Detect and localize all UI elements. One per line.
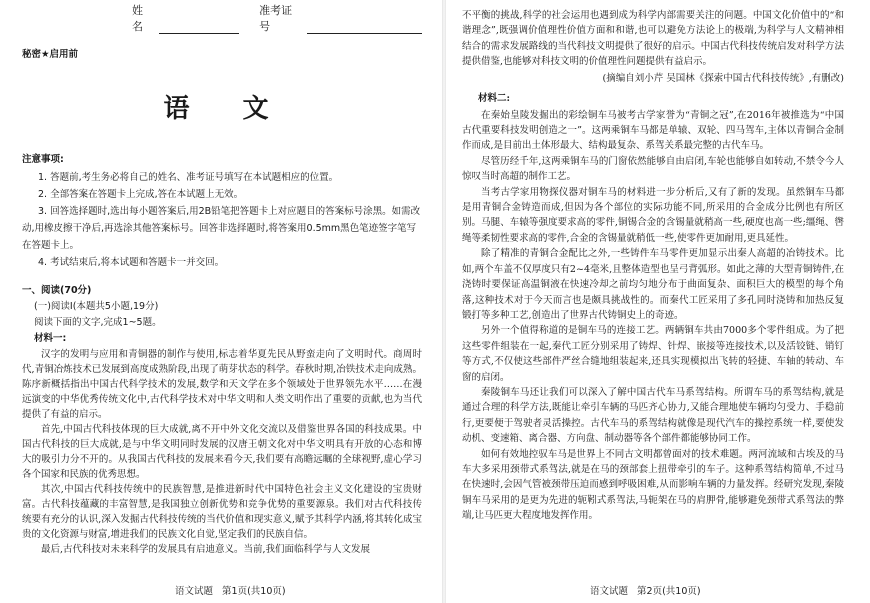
exam-id-blank [307, 21, 422, 34]
paragraph: 秦陵铜车马还让我们可以深入了解中国古代车马系驾结构。所谓车马的系驾结构,就是通过合理的科学方法,既能让牵引车辆的马匹齐心协力,又能合理地使车辆均匀受力、手稳前行,更要便于驾驶者灵活操控。古代车马的系驾结构就像是现代汽车的操控系统一样,要使发动机、变速箱、离合器、方向盘、制动器等各个部件都能够协同工作。 [462, 386, 844, 445]
notice-item: 1. 答题前,考生务必将自己的姓名、准考证号填写在本试题相应的位置。 [38, 172, 339, 183]
citation: (摘编自刘小芹 吴国林《探索中国古代科技传统》,有删改) [602, 72, 844, 84]
page-footer-right: 语文试题 第2页(共10页) [590, 586, 701, 597]
paragraph: 另外一个值得称道的是铜车马的连接工艺。两辆铜车共由7000多个零件组成。为了把这些零件组装在一起,秦代工匠分别采用了铸焊、针焊、嵌接等连接技术,以及活铰链、销钉等方式,不仅使这些部件严丝合缝地组装起来,还具实现模拟出飞转的轻捷、车轴的转动、车窗的启闭。 [462, 325, 844, 383]
secret-label: 秘密★启用前 [22, 49, 79, 60]
page-fold [442, 0, 446, 603]
paragraph: 当考古学家用物探仪器对铜车马的材料进一步分析后,又有了新的发现。虽然铜车马都是用青铜合金铸造而成,但因为各个部位的实际功能不同,所采用的合金成分比例也有所区别。马腿、车辕等强度要求高的零件,铜锡合金的含锡量就稍高一些,硬度也高一些;缰绳、辔绳等柔韧性要求高的零件,合金的含锡量就稍低一些,使零件更加耐用,更具延性。 [462, 186, 844, 244]
material1-body [22, 347, 422, 557]
page-title: 语 文 [163, 94, 291, 124]
name-label: 姓名 [132, 4, 143, 33]
material2-label: 材料二: [478, 92, 511, 104]
paragraph: 汉字的发明与应用和青铜器的制作与使用,标志着华夏先民从野蛮走向了文明时代。商周时代,青铜冶炼技术已发展到高度成熟阶段,出现了萌芽状态的科学。春秋时期,冶铁技术走向成熟。陈序新概括指出中国古代科学技术的发展,数学和天文学在多个领域处于世界领先水平……在漫远演变的中华优秀传统文化中,古代科学技术对中华文明和人类文明作出了重要的贡献,也为当代提供了有益的启示。 [22, 349, 422, 420]
paragraph: 不平衡的挑战,科学的社会运用也遇到成为科学内部需要关注的问题。中国文化价值中的“和谐理念”,既强调价值理性价值方面和和谐,也可以避免方法论上的极端,为科学与人文精神相结合的需求发展路线的当代科技文明提供了很好的启示。中国古代科技传统启发对科学方法提供借鉴,也能够对科技文明的价值理性问题提供有益启示。 [462, 10, 844, 68]
exam-id-label: 准考证号 [259, 4, 293, 33]
paragraph: 尽管历经千年,这两乘铜车马的门窗依然能够自由启闭,车轮也能够自如转动,不禁令今人惊叹当时高超的制作工艺。 [462, 155, 844, 183]
notice-section [22, 151, 422, 271]
paragraph: 其次,中国古代科技传统中的民族智慧,是推进新时代中国特色社会主义文化建设的宝贵财富。古代科技蕴藏的丰富智慧,是我国独立创新优势和竞争优势的重要源泉。我们对古代科技传统要有充分的认识,深入发掘古代科技传统的当代价值和现实意义,赋予其科学内涵,将其转化成宝贵的文化资源与财富,增进我们的民族文化自觉,坚定我们的民族自信。 [22, 484, 422, 540]
candidate-fields [132, 4, 422, 34]
material2-body [462, 108, 844, 524]
page-footer-left: 语文试题 第1页(共10页) [175, 586, 286, 597]
page-right [450, 0, 870, 603]
notice-item: 3. 回答选择题时,选出每小题答案后,用2B铅笔把答题卡上对应题目的答案标号涂黑。如需改动,用橡皮擦干净后,再选涂其他答案标号。回答非选择题时,将答案用0.5mm黑色笔迹签字笔写在答题卡上。 [22, 206, 421, 251]
material1-label: 材料一: [34, 333, 67, 344]
paragraph: 最后,古代科技对未来科学的发展具有启迪意义。当前,我们面临科学与人文发展 [41, 544, 371, 555]
notice-item: 2. 全部答案在答题卡上完成,答在本试题上无效。 [38, 189, 244, 200]
instruction: 阅读下面的文字,完成1~5题。 [34, 317, 162, 328]
notice-heading: 注意事项: [22, 154, 64, 165]
material1-continued [462, 8, 844, 70]
paragraph: 除了精准的青铜合金配比之外,一些铸件车马零件更加显示出秦人高超的冶铸技术。比如,两个车盖不仅厚度只有2~4毫米,且整体造型也呈弓背弧形。如此之薄的大型青铜铸件,在浇铸时要保证高温铜液在快速冷却之前均匀地分布于曲面复杂、面积巨大的模型的每个角落,这种技术对于今天而言也是颇具挑战性的。而秦代工匠采用了多孔同时浇铸和加热反复锻打等多种工艺,创造出了世界古代铸铜史上的奇迹。 [462, 248, 844, 321]
name-blank [159, 21, 239, 34]
paragraph: 在秦始皇陵发掘出的彩绘铜车马被考古学家誉为“青铜之冠”,在2016年被推选为“中国古代重要科技发明创造之一”。这两乘铜车马都是单辕、双轮、四马驾车,主体以青铜合金制作而成,是目前出土体形最大、结构最复杂、系驾关系最完整的古代车马。 [462, 109, 844, 152]
notice-item: 4. 考试结束后,将本试题和答题卡一并交回。 [38, 257, 225, 268]
section-title: 一、阅读(70分) [22, 285, 92, 296]
paragraph: 如何有效地控驭车马是世界上不同古文明都曾面对的技术难题。两河流域和古埃及的马车大多采用颈带式系驾法,就是在马的颈部套上扭带牵引的车子。这种系驾结构简单,不过马在快速时,会因气管被颈带压迫而感到呼吸困难,从而影响车辆的力量发挥。经研究发现,秦陵铜车马采用的是更为先进的轭靷式系驾法,马轭架在马的肩胛骨,能够避免颈带式系驾法的弊端,让马匹更大程度地发挥作用。 [462, 448, 844, 522]
paragraph: 首先,中国古代科技体现的巨大成就,离不开中外文化交流以及借鉴世界各国的科技成果。中国古代科技的巨大成就,是与中华文明同时发展的汉唐王朝文化对中华文明具有开放的心态和博大的吸引力分不开的。从我国古代科技的发展来看今天,我们要有高瞻远瞩的全球视野,虚心学习各个国家和民族的优秀思想。 [22, 424, 422, 480]
sub-section-title: (一)阅读Ⅰ(本题共5小题,19分) [34, 301, 159, 312]
